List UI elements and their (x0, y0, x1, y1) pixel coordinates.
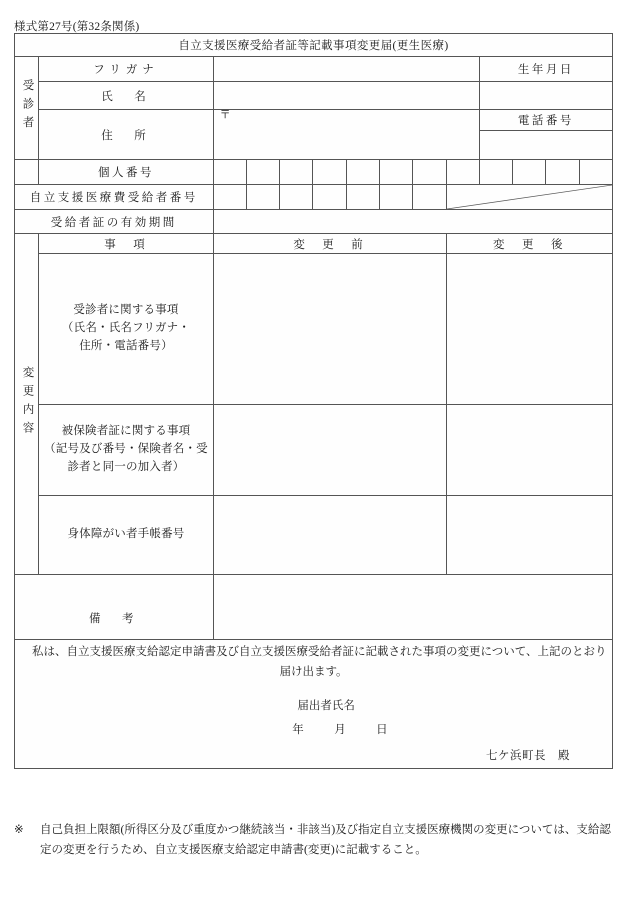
form-number: 様式第27号(第32条関係) (14, 21, 140, 33)
change-vertical-label: 変更内容 (15, 234, 39, 575)
column-header-item: 事 項 (39, 234, 213, 254)
birthdate-label: 生年月日 (479, 57, 612, 82)
change-after-field-handbook[interactable] (446, 496, 612, 575)
my-number-cell[interactable] (246, 160, 279, 185)
declaration-row (15, 640, 613, 769)
declaration-body (15, 640, 613, 769)
change-item-label-handbook: 身体障がい者手帳番号 (39, 496, 213, 575)
phone-value-field[interactable] (479, 131, 612, 160)
recipient-number-row (15, 185, 613, 210)
my-number-spacer (15, 160, 39, 185)
recipient-number-cell[interactable] (213, 185, 246, 210)
validity-row (15, 210, 613, 234)
recipient-number-strikeout (446, 185, 612, 210)
declaration-date (15, 720, 612, 740)
change-header-row (15, 234, 613, 254)
footnote-mark: ※ (14, 824, 24, 836)
column-header-after: 変 更 後 (446, 234, 612, 254)
my-number-row (15, 160, 613, 185)
birthdate-value-field[interactable] (479, 82, 612, 110)
name-value-field[interactable] (213, 82, 479, 110)
my-number-cell[interactable] (446, 160, 479, 185)
furigana-label: フリガナ (39, 57, 213, 82)
declaration-table (14, 639, 613, 769)
date-month-label: 月 (334, 724, 346, 737)
change-before-field-patient[interactable] (213, 254, 446, 405)
recipient-number-cell[interactable] (413, 185, 446, 210)
change-row-insurance (15, 405, 613, 496)
declaration-paragraph: 私は、自立支援医療支給認定申請書及び自立支援医療受給者証に記載された事項の変更について、上記のとおり届け出ます。 (31, 645, 607, 678)
recipient-number-cell[interactable] (280, 185, 313, 210)
my-number-label: 個人番号 (39, 160, 213, 185)
recipient-number-cell[interactable] (246, 185, 279, 210)
my-number-cell[interactable] (313, 160, 346, 185)
my-number-cell[interactable] (379, 160, 412, 185)
furigana-value-field[interactable] (213, 57, 479, 82)
change-item-label-patient: 受診者に関する事項 （氏名・氏名フリガナ・ 住所・電話番号） (39, 254, 213, 405)
furigana-row (15, 57, 613, 82)
address-value-field[interactable] (213, 110, 479, 160)
remarks-label: 備 考 (15, 575, 214, 662)
form-title: 自立支援医療受給者証等記載事項変更届(更生医療) (15, 34, 613, 57)
my-number-cell[interactable] (213, 160, 246, 185)
my-number-cell[interactable] (280, 160, 313, 185)
my-number-cell[interactable] (479, 160, 512, 185)
footnote-text: 自己負担上限額(所得区分及び重度かつ継続該当・非該当)及び指定自立支援医療機関の変更については、支給認定の変更を行うため、自立支援医療支給認定申請書(変更)に記載すること。 (40, 824, 611, 857)
change-after-field-patient[interactable] (446, 254, 612, 405)
phone-label: 電話番号 (479, 110, 612, 131)
my-number-cell[interactable] (346, 160, 379, 185)
change-after-field-insurance[interactable] (446, 405, 612, 496)
footnote (14, 820, 614, 860)
change-item-label-insurance: 被保険者証に関する事項 （記号及び番号・保険者名・受 診者と同一の加入者） (39, 405, 213, 496)
my-number-cell[interactable] (546, 160, 579, 185)
postal-code-icon: 〒 (219, 109, 231, 121)
name-label: 氏 名 (39, 82, 213, 110)
date-year-label: 年 (292, 724, 304, 737)
validity-label: 受給者証の有効期間 (15, 210, 214, 234)
my-number-cell[interactable] (413, 160, 446, 185)
my-number-cell[interactable] (579, 160, 612, 185)
column-header-before: 変 更 前 (213, 234, 446, 254)
recipient-number-cell[interactable] (346, 185, 379, 210)
patient-vertical-label: 受診者 (15, 57, 39, 160)
change-before-field-handbook[interactable] (213, 496, 446, 575)
address-row (15, 110, 613, 131)
main-form-table (14, 33, 613, 662)
change-row-patient (15, 254, 613, 405)
title-row (15, 34, 613, 57)
recipient-number-label: 自立支援医療費受給者番号 (15, 185, 214, 210)
date-day-label: 日 (376, 724, 388, 737)
validity-value-field[interactable] (213, 210, 612, 234)
recipient-number-cell[interactable] (313, 185, 346, 210)
name-row (15, 82, 613, 110)
address-label: 住 所 (39, 110, 213, 160)
change-before-field-insurance[interactable] (213, 405, 446, 496)
addressee-label: 七ケ浜町長 殿 (486, 750, 570, 763)
my-number-cell[interactable] (513, 160, 546, 185)
change-row-handbook (15, 496, 613, 575)
recipient-number-cell[interactable] (379, 185, 412, 210)
applicant-name-label: 届出者氏名 (297, 699, 355, 712)
